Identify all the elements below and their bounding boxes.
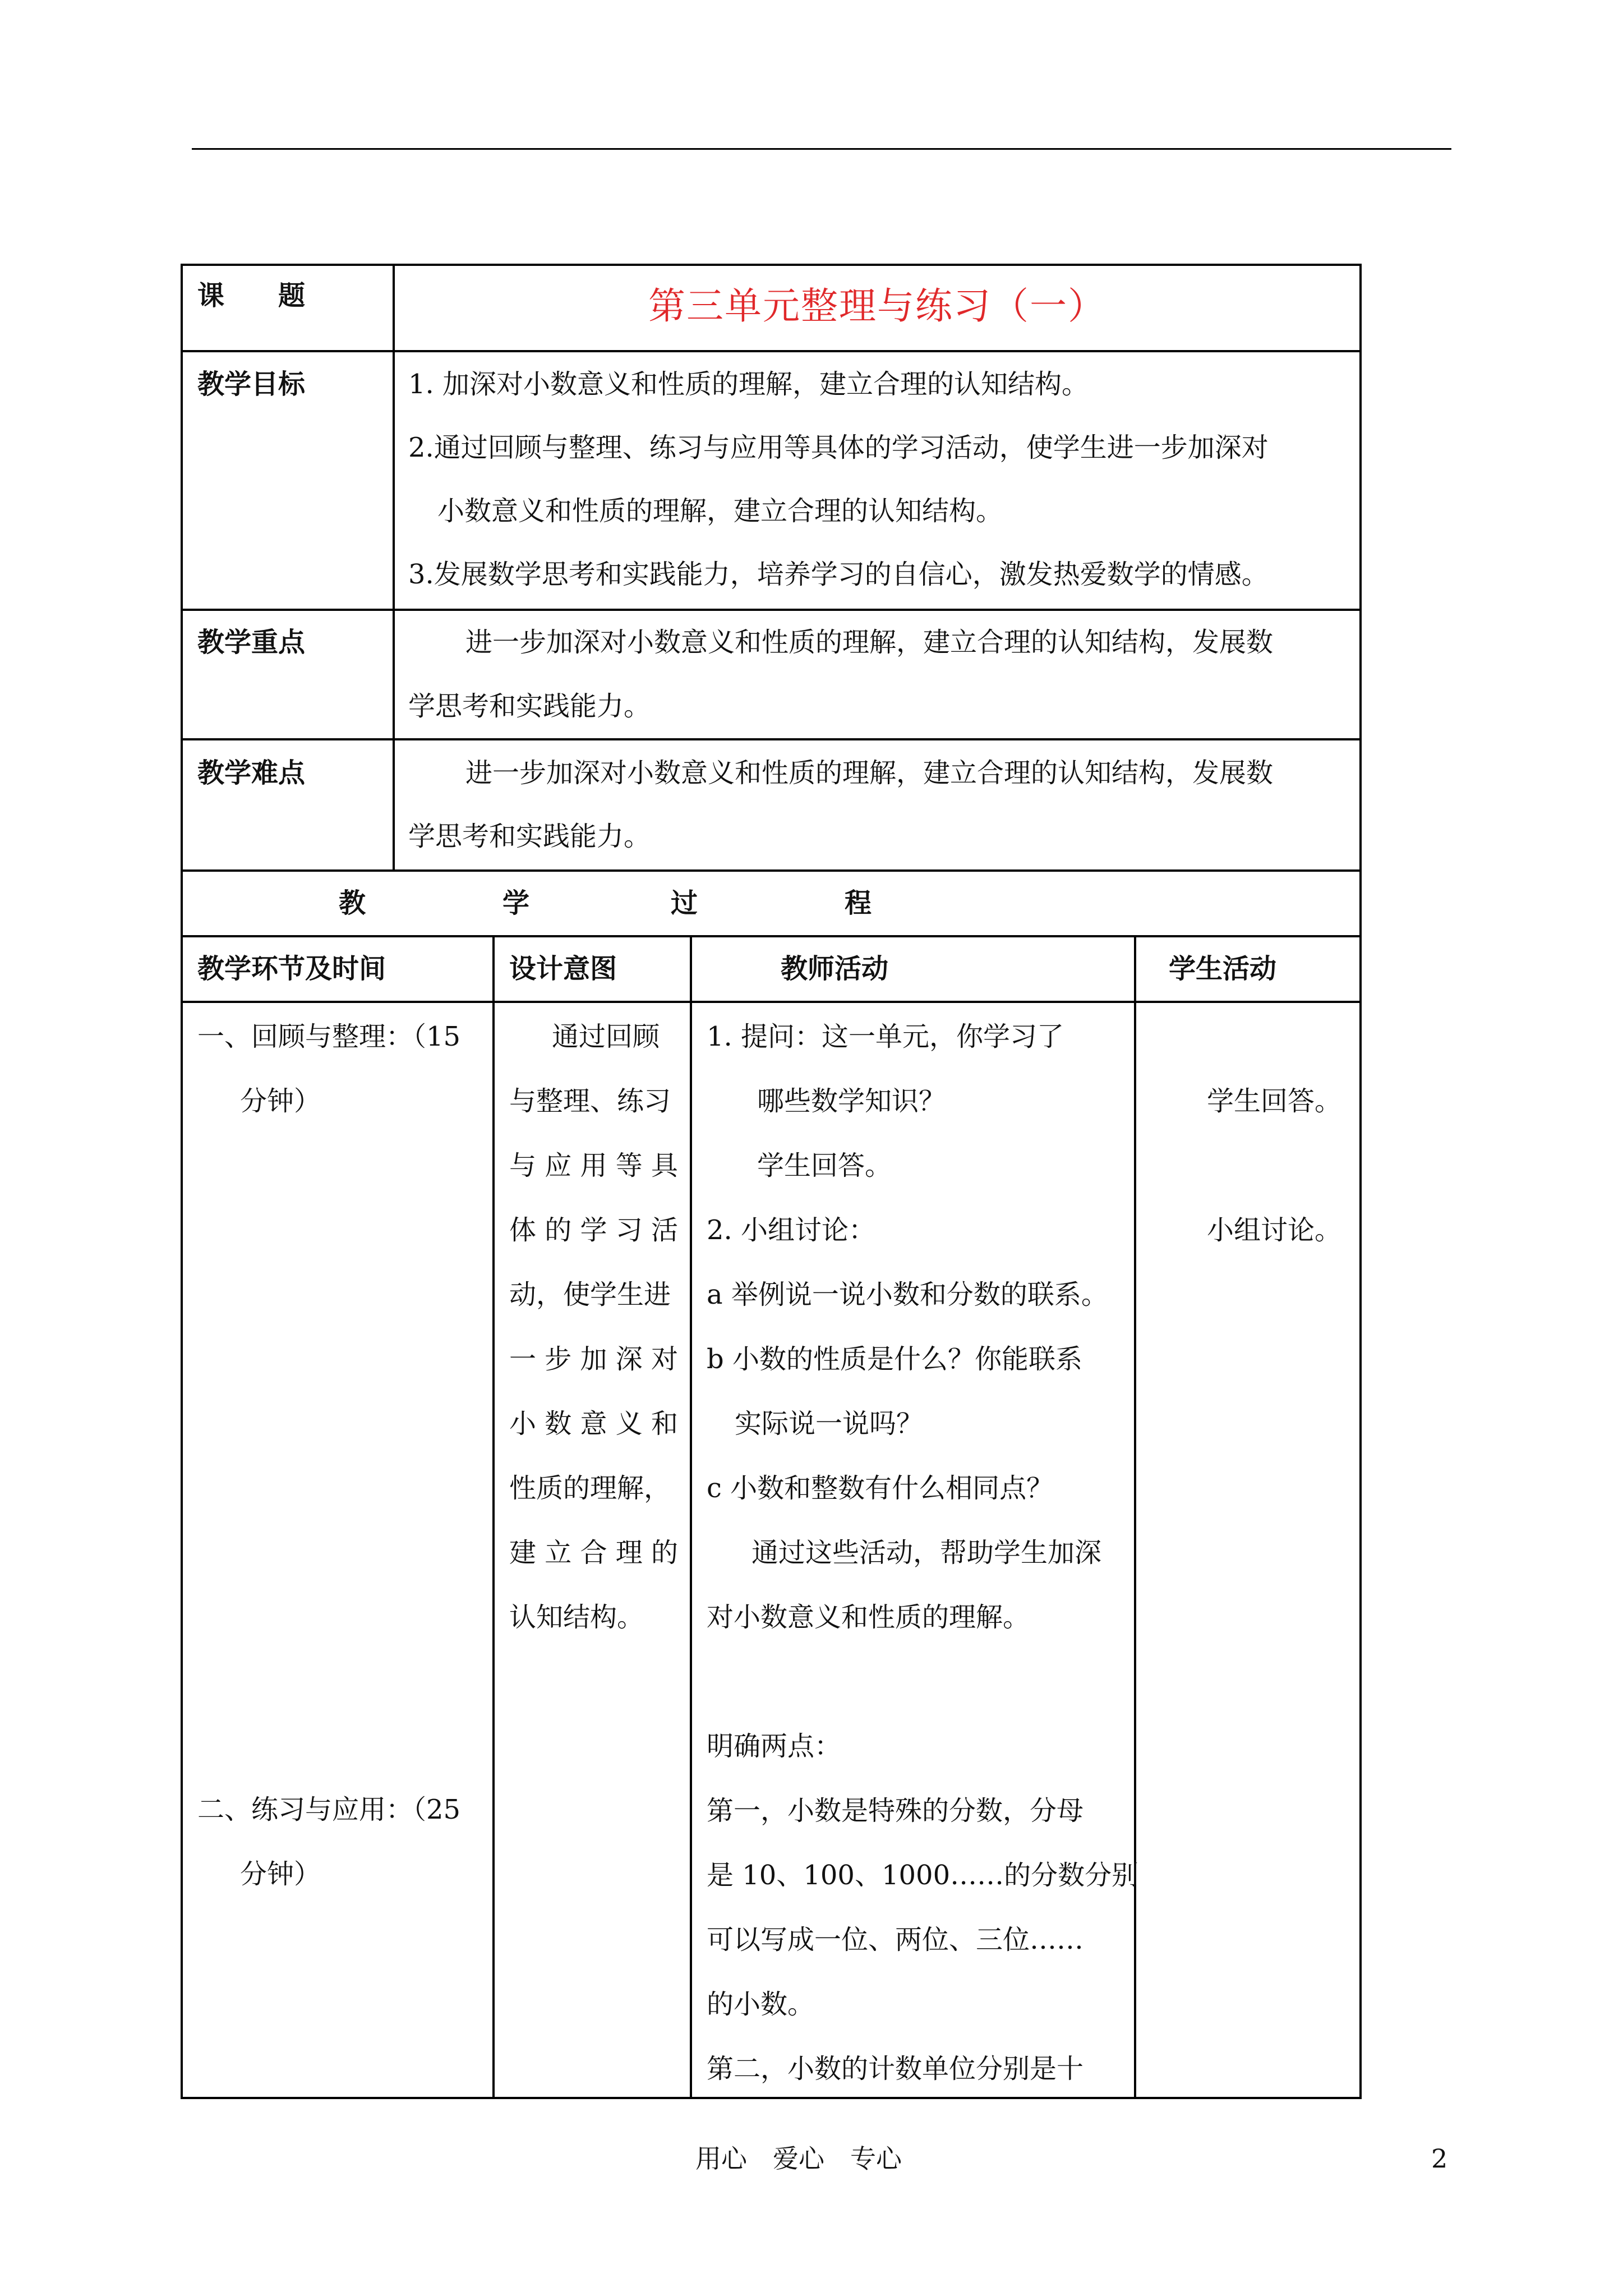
intent-line: 与整理、练习 [509,1085,671,1117]
teacher-line: 通过这些活动，帮助学生加深 [751,1537,1102,1568]
table-border-bottom [181,2097,1362,2099]
stage-line: 分钟） [240,1085,321,1117]
teacher-line: 第二，小数的计数单位分别是十 [707,2053,1084,2085]
header-rule [192,148,1451,150]
table-col-line [492,935,495,2099]
intent-line: 小 数 意 义 和 [509,1408,679,1439]
goal-line: 小数意义和性质的理解，建立合理的认知结构。 [437,495,1003,527]
subject-label: 课 题 [197,280,306,311]
process-heading-char: 程 [845,887,872,919]
goal-line: 1. 加深对小数意义和性质的理解，建立合理的认知结构。 [408,369,1089,400]
table-col-line [393,264,395,872]
table-col-line [1134,935,1136,2099]
intent-line: 与 应 用 等 具 [509,1150,679,1181]
difficult-points-line: 进一步加深对小数意义和性质的理解，建立合理的认知结构，发展数 [465,757,1274,789]
intent-line: 一 步 加 深 对 [509,1343,679,1375]
teacher-line: c 小数和整数有什么相同点？ [707,1473,1054,1504]
teacher-line: 对小数意义和性质的理解。 [707,1602,1030,1633]
goal-line: 3.发展数学思考和实践能力，培养学习的自信心，激发热爱数学的情感。 [408,559,1269,590]
page-number: 2 [1431,2143,1448,2174]
teacher-line: 是 10、100、1000……的分数分别 [707,1860,1139,1891]
teacher-line: 2. 小组讨论： [707,1214,876,1246]
table-row-line [181,1001,1362,1003]
goal-line: 2.通过回顾与整理、练习与应用等具体的学习活动，使学生进一步加深对 [408,432,1269,463]
table-border-right [1359,264,1362,2099]
lesson-title: 第三单元整理与练习（一） [648,284,1106,328]
stage-line: 二、练习与应用：（25 [197,1794,461,1825]
column-header-intent: 设计意图 [509,953,617,984]
stage-line: 分钟） [240,1858,321,1890]
process-heading-char: 过 [671,887,698,919]
teacher-line: b 小数的性质是什么？你能联系 [707,1343,1082,1375]
table-border-left [181,264,183,2099]
teacher-line: 的小数。 [707,1989,815,2020]
teacher-line: 明确两点： [707,1731,842,1762]
table-row-line [181,869,1362,872]
column-header-stage: 教学环节及时间 [197,953,386,984]
stage-line: 一、回顾与整理：（15 [197,1021,461,1052]
footer-motto: 用心 爱心 专心 [695,2143,902,2174]
intent-line: 建 立 合 理 的 [509,1537,679,1568]
intent-line: 体 的 学 习 活 [509,1214,679,1246]
table-row-line [181,738,1362,740]
process-heading-char: 教 [339,887,366,919]
teacher-line: 哪些数学知识？ [757,1085,946,1117]
intent-line: 性质的理解， [509,1473,671,1504]
column-header-teacher: 教师活动 [781,953,889,984]
key-points-label: 教学重点 [197,627,306,658]
table-row-line [181,935,1362,937]
teacher-line: 学生回答。 [757,1150,892,1181]
key-points-line: 学思考和实践能力。 [408,691,651,722]
goals-label: 教学目标 [197,369,306,400]
table-border-top [181,264,1362,266]
teacher-line: 可以写成一位、两位、三位…… [707,1924,1084,1955]
intent-line: 通过回顾 [552,1021,660,1052]
teacher-line: a 举例说一说小数和分数的联系。 [707,1279,1108,1310]
teacher-line: 实际说一说吗？ [735,1408,924,1439]
student-line: 学生回答。 [1207,1085,1342,1117]
teacher-line: 第一，小数是特殊的分数，分母 [707,1795,1084,1826]
column-header-student: 学生活动 [1169,953,1277,984]
intent-line: 动，使学生进 [509,1279,671,1310]
table-row-line [181,350,1362,352]
teacher-line: 1. 提问：这一单元，你学习了 [707,1021,1064,1052]
student-line: 小组讨论。 [1207,1214,1342,1246]
difficult-points-label: 教学难点 [197,757,306,789]
difficult-points-line: 学思考和实践能力。 [408,821,651,852]
table-col-line [690,935,692,2099]
process-heading-char: 学 [502,887,530,919]
intent-line: 认知结构。 [509,1602,644,1633]
key-points-line: 进一步加深对小数意义和性质的理解，建立合理的认知结构，发展数 [465,627,1274,658]
table-row-line [181,609,1362,611]
